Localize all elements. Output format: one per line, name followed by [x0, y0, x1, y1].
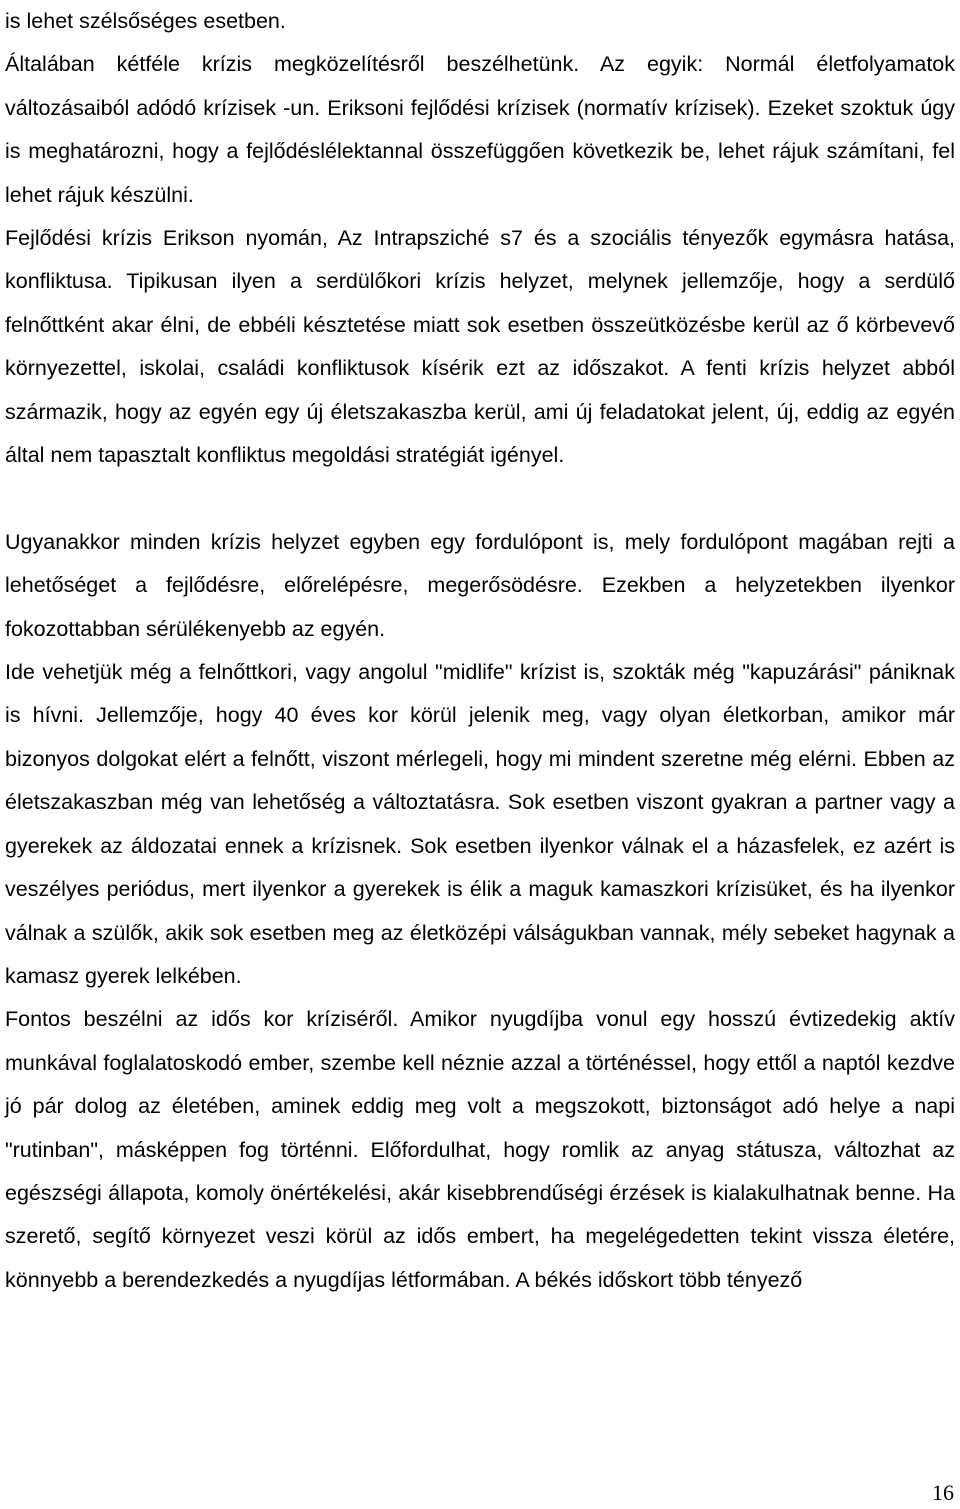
paragraph-6: Fontos beszélni az idős kor kríziséről. Amikor nyugdíjba vonul egy hosszú évtizedekig aktív munkával foglalatoskodó ember, szembe kell néznie azzal a történéssel, hogy ettől a naptól kezdve jó pár dolog az életében, aminek eddig meg volt a megszokott, biztonságot adó helye a napi "rutinban", másképpen fog történni. Előfordulhat, hogy romlik az anyag státusza, változhat az egészségi állapota, komoly önértékelési, akár kisebbrendűségi érzések is kialakulhatnak benne. Ha szerető, segítő környezet veszi körül az idős embert, ha megelégedetten tekint vissza életére, könnyebb a berendezkedés a nyugdíjas létformában. A békés időskort több tényező [5, 1007, 955, 1292]
paragraph-1: is lehet szélsőséges esetben. [5, 9, 286, 33]
paragraph-5: Ide vehetjük még a felnőttkori, vagy angolul "midlife" krízist is, szokták még "kapuzárási" pániknak is hívni. Jellemzője, hogy 40 éves kor körül jelenik meg, vagy olyan életkorban, amikor már bizonyos dolgokat elért a felnőtt, viszont mérlegeli, hogy mi mindent szeretne még elérni. Ebben az életszakaszban még van lehetőség a változtatásra. Sok esetben viszont gyakran a partner vagy a gyerekek az áldozatai ennek a krízisnek. Sok esetben ilyenkor válnak el a házasfelek, ez azért is veszélyes periódus, mert ilyenkor a gyerekek is élik a maguk kamaszkori krízisüket, és ha ilyenkor válnak a szülők, akik sok esetben meg az életközépi válságukban vannak, mély sebeket hagynak a kamasz gyerek lelkében. [5, 660, 955, 988]
paragraph-4: Ugyanakkor minden krízis helyzet egyben egy fordulópont is, mely fordulópont magában rejti a lehetőséget a fejlődésre, előrelépésre, megerősödésre. Ezekben a helyzetekben ilyenkor fokozottabban sérülékenyebb az egyén. [5, 529, 955, 641]
paragraph-2: Általában kétféle krízis megközelítésről beszélhetünk. Az egyik: Normál életfolyamatok változásaiból adódó krízisek -un. Eriksoni fejlődési krízisek (normatív krízisek). Ezeket szoktuk úgy is meghatározni, hogy a fejlődéslélektannal összefüggően következik be, lehet rájuk számítani, fel lehet rájuk készülni. [5, 52, 955, 207]
document-page [5, 0, 955, 1302]
paragraph-gap [5, 477, 955, 520]
paragraph-3: Fejlődési krízis Erikson nyomán, Az Intrapsziché s7 és a szociális tényezők egymásra hatása, konfliktusa. Tipikusan ilyen a serdülőkori krízis helyzet, melynek jellemzője, hogy a serdülő felnőttként akar élni, de ebbéli késztetése miatt sok esetben összeütközésbe kerül az ő körbevevő környezettel, iskolai, családi konfliktusok kísérik ezt az időszakot. A fenti krízis helyzet abból származik, hogy az egyén egy új életszakaszba kerül, ami új feladatokat jelent, új, eddig az egyén által nem tapasztalt konfliktus megoldási stratégiát igényel. [5, 226, 955, 468]
page-number: 16 [932, 1480, 954, 1505]
